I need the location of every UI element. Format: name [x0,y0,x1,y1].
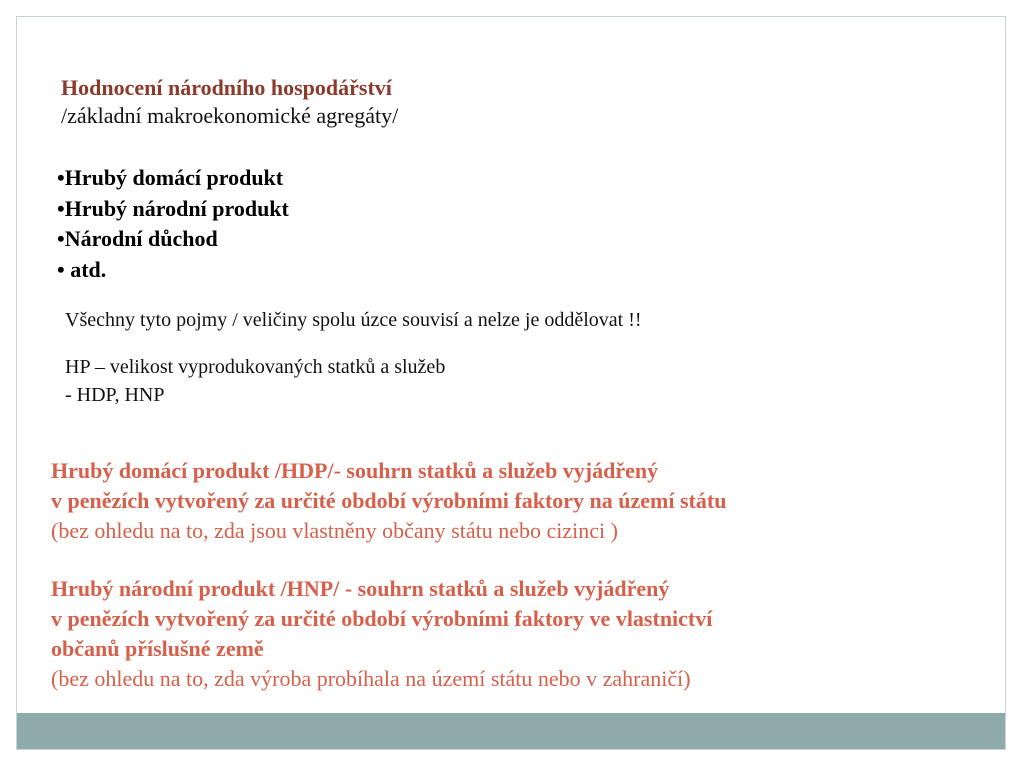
hnp-definition-line: Hrubý národní produkt /HNP/ - souhrn statků a služeb vyjádřený [51,576,670,601]
statement-line: Všechny tyto pojmy / veličiny spolu úzce souvisí a nelze je oddělovat !! [65,309,642,331]
hnp-definition-block [51,574,1011,694]
list-item: •Hrubý národní produkt [57,195,289,221]
hnp-definition-line: občanů příslušné země [51,636,264,661]
hdp-definition-line: v penězích vytvořený za určité období výrobními faktory na území státu [51,488,727,513]
list-item: •Národní důchod [57,226,218,251]
footer-bar [17,713,1005,749]
statement-text [65,306,1024,334]
hdp-note: (bez ohledu na to, zda jsou vlastněny občany státu nebo cizinci ) [51,518,618,543]
aggregate-list [57,163,1017,285]
hp-definition: HP – velikost vyprodukovaných statků a služeb [65,356,446,378]
slide-subtitle: /základní makroekonomické agregáty/ [61,103,399,128]
list-item: • atd. [57,256,107,282]
slide-title: Hodnocení národního hospodářství [61,75,392,100]
hnp-definition-line: v penězích vytvořený za určité období výrobními faktory ve vlastnictví [51,606,713,631]
hp-abbreviations: - HDP, HNP [65,384,165,406]
hp-block [65,353,1024,409]
hdp-definition-block [51,456,1011,546]
list-item: •Hrubý domácí produkt [57,165,284,190]
hdp-definition-line: Hrubý domácí produkt /HDP/- souhrn statků a služeb vyjádřený [51,458,659,483]
hnp-note: (bez ohledu na to, zda výroba probíhala na území státu nebo v zahraničí) [51,666,691,691]
slide [16,16,1006,750]
heading-block [61,75,1021,131]
